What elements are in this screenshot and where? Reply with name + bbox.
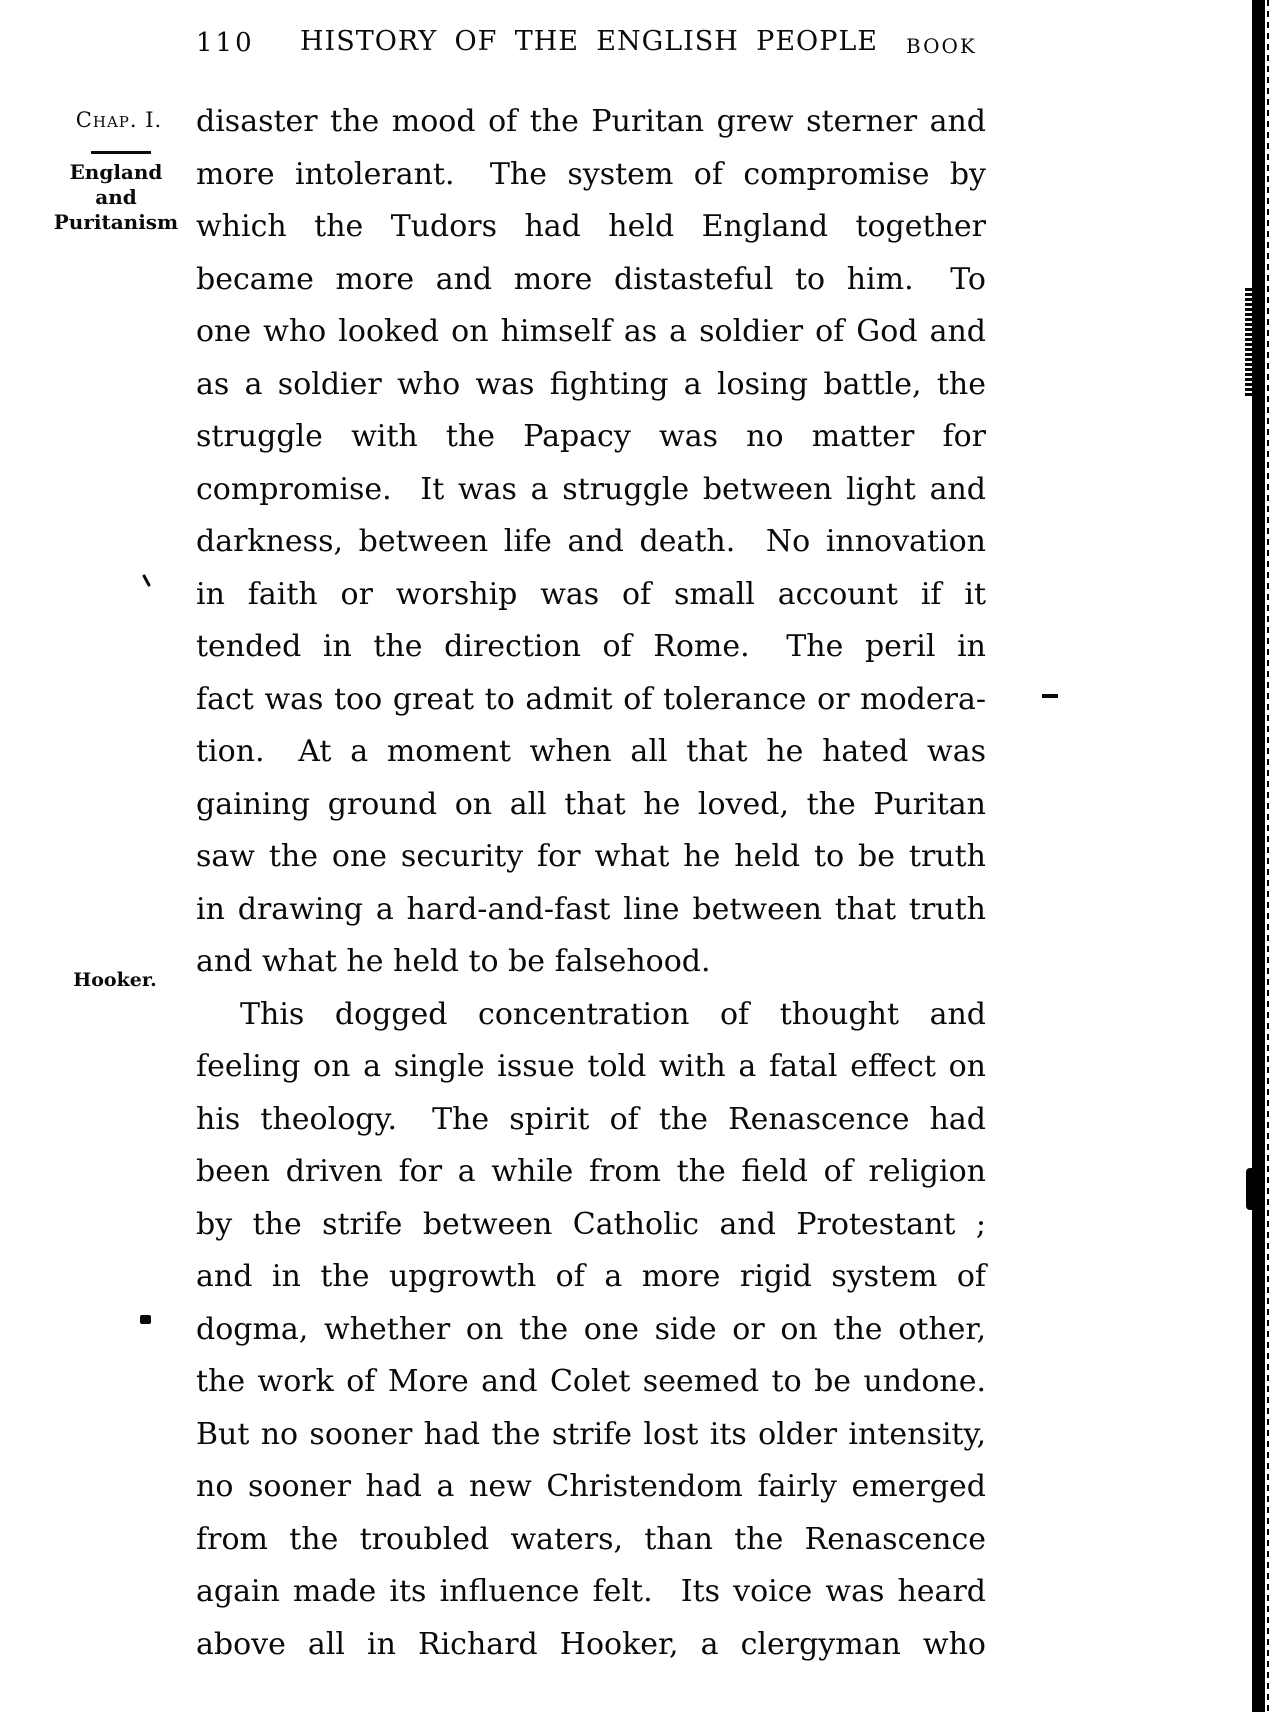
text-line: gaining ground on all that he loved, the Puritan — [196, 786, 986, 822]
margin-note-chapter: Chap. I. — [75, 108, 163, 132]
text-line: disaster the mood of the Puritan grew sterner and — [196, 104, 986, 139]
text-line: again made its influence felt. Its voice was heard — [196, 1574, 986, 1609]
scan-edge-bulge — [1246, 1168, 1255, 1210]
margin-note-line: and — [95, 185, 137, 209]
margin-note-line: Puritanism — [53, 210, 179, 234]
text-line: saw the one security for what he held to be truth — [196, 839, 986, 874]
text-line: tion. At a moment when all that he hated was — [196, 734, 986, 769]
text-line: But no sooner had the strife lost its older intensity, — [196, 1416, 986, 1452]
margin-note-england-puritanism — [40, 160, 192, 235]
scan-speck-dot — [140, 1315, 151, 1324]
scan-speck-dash — [1042, 694, 1058, 698]
text-line: tended in the direction of Rome. The peril in — [196, 629, 986, 664]
text-line: darkness, between life and death. No innovation — [196, 524, 986, 559]
text-line: one who looked on himself as a soldier of God and — [196, 314, 986, 349]
page-number: 110 — [196, 28, 255, 58]
text-line: more intolerant. The system of compromise by — [196, 156, 986, 192]
text-line: fact was too great to admit of tolerance or modera- — [196, 681, 986, 717]
text-line: became more and more distasteful to him. To — [196, 261, 986, 297]
scan-edge-broken-line — [1267, 0, 1269, 1712]
book-label: BOOK — [906, 34, 977, 58]
text-line: his theology. The spirit of the Renascence had — [196, 1101, 986, 1137]
running-title: HISTORY OF THE ENGLISH PEOPLE — [300, 26, 878, 57]
margin-note-line: England — [69, 160, 163, 184]
scan-speck-grave — [142, 574, 151, 587]
scan-edge-rough-patch — [1245, 288, 1253, 396]
text-line: as a soldier who was fighting a losing battle, the — [196, 366, 986, 402]
text-line: from the troubled waters, than the Renascence — [196, 1521, 986, 1557]
text-line: in drawing a hard-and-fast line between that truth — [196, 891, 986, 927]
text-line: been driven for a while from the field of religion — [196, 1154, 986, 1189]
margin-note-hooker: Hooker. — [73, 969, 157, 991]
body-text — [196, 96, 986, 1671]
chapter-rule — [91, 151, 151, 154]
text-line: above all in Richard Hooker, a clergyman who — [196, 1626, 986, 1662]
text-line: in faith or worship was of small account if it — [196, 576, 986, 612]
text-line: struggle with the Papacy was no matter for — [196, 419, 986, 454]
text-line: by the strife between Catholic and Protestant ; — [196, 1206, 986, 1242]
text-line: the work of More and Colet seemed to be undone. — [196, 1364, 986, 1399]
text-line: dogma, whether on the one side or on the other, — [196, 1311, 986, 1347]
scan-edge-bar — [1252, 0, 1265, 1712]
text-line: which the Tudors had held England together — [196, 209, 986, 244]
text-line: This dogged concentration of thought and — [240, 996, 986, 1032]
text-line: and in the upgrowth of a more rigid system of — [196, 1259, 986, 1294]
text-line: compromise. It was a struggle between light and — [196, 471, 986, 507]
text-line: no sooner had a new Christendom fairly emerged — [196, 1469, 986, 1504]
text-line: and what he held to be falsehood. — [196, 944, 711, 979]
text-line: feeling on a single issue told with a fatal effect on — [196, 1049, 986, 1084]
